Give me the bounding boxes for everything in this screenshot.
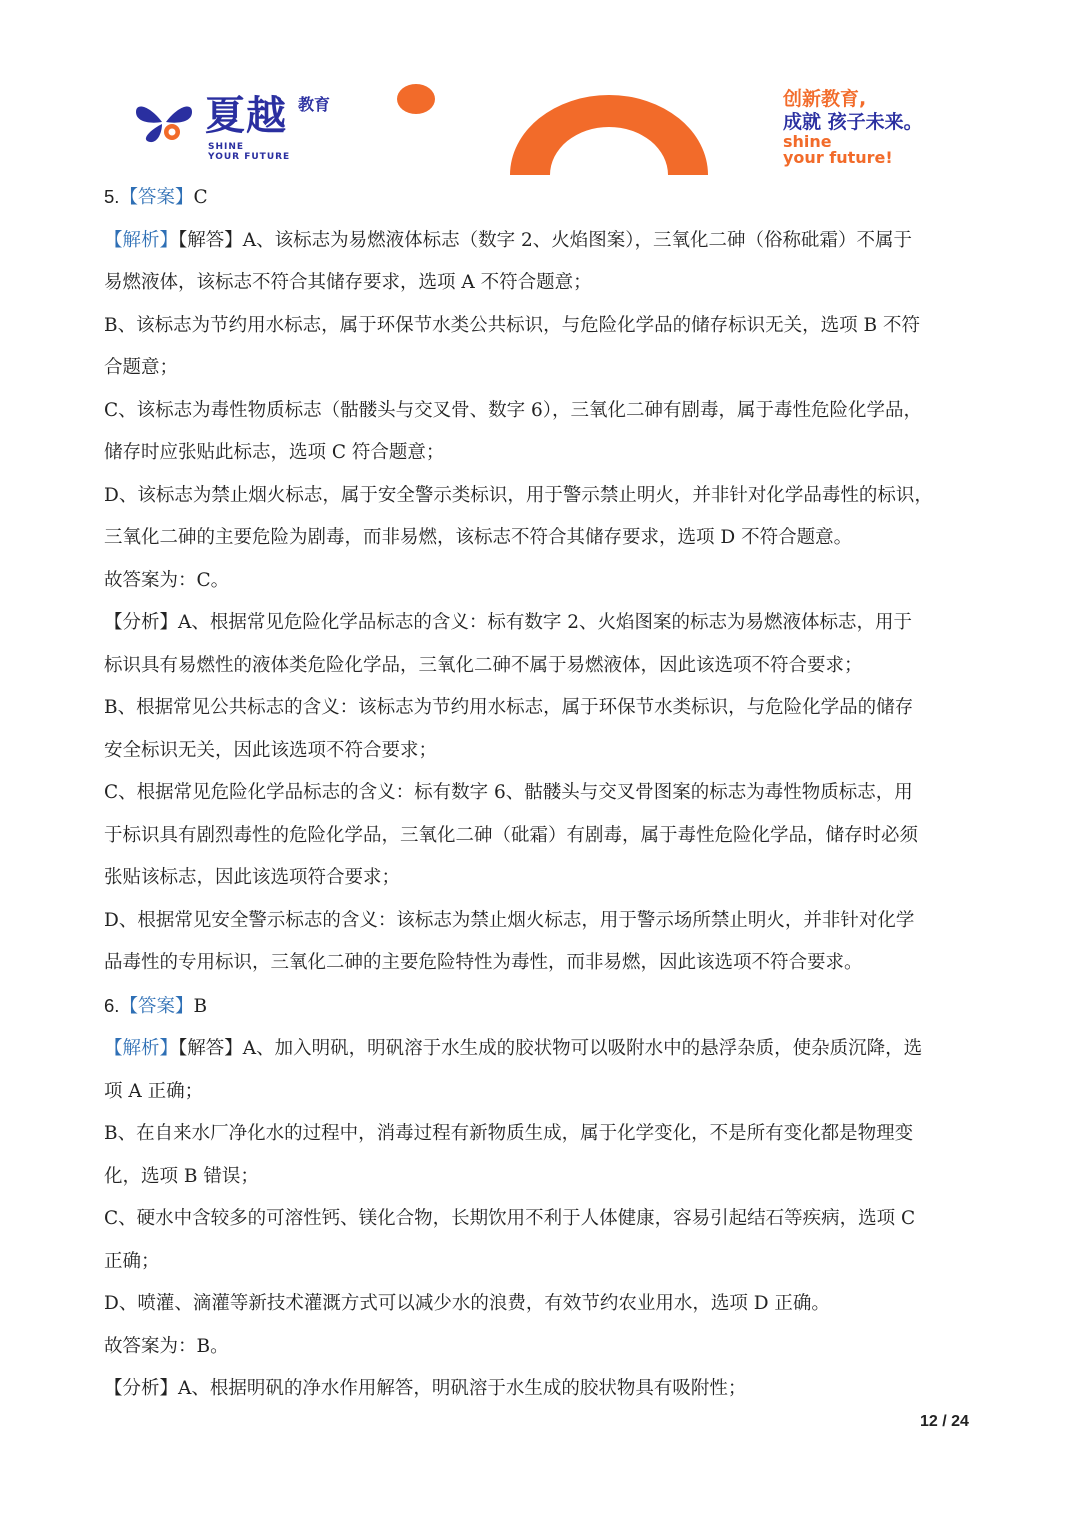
line-text: B、该标志为节约用水标志，属于环保节水类公共标识，与危险化学品的储存标识无关，选项 B 不符 [104, 314, 920, 336]
text-line [104, 942, 980, 985]
text-line [104, 815, 980, 858]
line-text: B、根据常见公共标志的含义：该标志为节约用水标志，属于环保节水类标识，与危险化学品的储存 [104, 697, 914, 718]
line-text: 化，选项 B 错误； [104, 1165, 259, 1187]
line-text: 【分析】A、根据常见危险化学品标志的含义：标有数字 2、火焰图案的标志为易燃液体标志，用于 [104, 612, 913, 633]
text-line [104, 432, 980, 475]
line-text: 安全标识无关，因此该选项不符合要求； [104, 739, 438, 761]
line-text: 项 A 正确； [104, 1080, 204, 1102]
brand-name: 夏越 [205, 93, 287, 139]
brand-tagline-2: YOUR FUTURE [208, 152, 291, 162]
question-number: 6. [104, 994, 120, 1016]
line-text: 正确； [104, 1250, 160, 1272]
line-text: 故答案为：B。 [104, 1335, 229, 1357]
line-text: C [193, 187, 208, 208]
text-line [104, 1241, 980, 1284]
line-text: D、该标志为禁止烟火标志，属于安全警示类标识，用于警示禁止明火，并非针对化学品毒性的标识， [104, 484, 933, 506]
brand-suffix: 教育 [298, 95, 331, 114]
line-text: 【解答】A、加入明矾，明矾溶于水生成的胶状物可以吸附水中的悬浮杂质，使杂质沉降，选 [178, 1038, 923, 1059]
line-text: 【分析】A、根据明矾的净水作用解答，明矾溶于水生成的胶状物具有吸附性； [104, 1378, 747, 1399]
line-text: 标识具有易燃性的液体类危险化学品，三氧化二砷不属于易燃液体，因此该选项不符合要求； [104, 654, 863, 676]
line-text: 故答案为：C。 [104, 569, 230, 591]
text-line [104, 305, 980, 348]
flower-logo-icon [132, 96, 196, 144]
line-text: 【解答】A、该标志为易燃液体标志（数字 2、火焰图案），三氧化二砷（俗称砒霜）不属于 [178, 229, 913, 251]
answer-label: 【答案】 [119, 995, 194, 1017]
line-text: 三氧化二砷的主要危险为剧毒，而非易燃，该标志不符合其储存要求，选项 D 不符合题意。 [104, 527, 853, 548]
text-line [104, 1283, 980, 1326]
text-line [104, 220, 980, 263]
slogan-line-3: shine [783, 132, 832, 151]
text-line [104, 900, 980, 943]
text-line [104, 560, 980, 603]
text-line [104, 1326, 980, 1369]
analysis-tag: 【解析】 [104, 229, 179, 251]
text-line [104, 1071, 980, 1114]
line-text: D、喷灌、滴灌等新技术灌溉方式可以减少水的浪费，有效节约农业用水，选项 D 正确。 [104, 1293, 830, 1314]
text-line [104, 262, 980, 305]
text-line [104, 602, 980, 645]
answer-content [104, 176, 980, 1411]
slogan-line-1: 创新教育, [783, 88, 867, 110]
line-text: 易燃液体，该标志不符合其储存要求，选项 A 不符合题意； [104, 272, 592, 293]
text-line [104, 857, 980, 900]
text-line [104, 1156, 980, 1199]
line-text: 品毒性的专用标识，三氧化二砷的主要危险特性为毒性，而非易燃，因此该选项不符合要求。 [104, 952, 863, 973]
line-text: C、硬水中含较多的可溶性钙、镁化合物，长期饮用不利于人体健康，容易引起结石等疾病，选项 C [104, 1208, 916, 1229]
text-line [104, 772, 980, 815]
line-text: 于标识具有剧烈毒性的危险化学品，三氧化二砷（砒霜）有剧毒，属于毒性危险化学品，储存时必须 [104, 824, 919, 846]
text-line [104, 1113, 980, 1156]
text-line [104, 645, 980, 688]
question-number: 5. [104, 186, 120, 207]
line-text: D、根据常见安全警示标志的含义：该标志为禁止烟火标志，用于警示场所禁止明火，并非针对化学 [104, 909, 915, 931]
line-text: 张贴该标志，因此该选项符合要求； [104, 867, 401, 888]
text-line [104, 1368, 980, 1411]
text-line [104, 176, 980, 220]
line-text: C、根据常见危险化学品标志的含义：标有数字 6、骷髅头与交叉骨图案的标志为毒性物质标志，用 [104, 782, 913, 803]
text-line [104, 390, 980, 433]
line-text: 合题意； [104, 357, 179, 378]
orange-arch-decoration [510, 95, 708, 175]
slogan-line-2: 成就 孩子未来。 [783, 111, 923, 133]
page-header [0, 0, 1080, 180]
line-text: B [193, 995, 208, 1017]
text-line [104, 475, 980, 518]
text-line [104, 687, 980, 730]
slogan-line-4: your future! [783, 148, 893, 167]
text-line [104, 347, 980, 390]
text-line [104, 730, 980, 773]
line-text: B、在自来水厂净化水的过程中，消毒过程有新物质生成，属于化学变化，不是所有变化都是物理变 [104, 1123, 914, 1144]
answer-label: 【答案】 [119, 187, 194, 208]
slogan [783, 88, 923, 166]
line-text: C、该标志为毒性物质标志（骷髅头与交叉骨、数字 6），三氧化二砷有剧毒，属于毒性危险化学品， [104, 399, 923, 421]
orange-dot-decoration [397, 84, 435, 114]
line-text: 储存时应张贴此标志，选项 C 符合题意； [104, 442, 445, 463]
text-line [104, 1028, 980, 1071]
text-line [104, 1198, 980, 1241]
text-line [104, 517, 980, 560]
page-number: 12 / 24 [920, 1413, 969, 1430]
brand-tagline-1: SHINE [208, 142, 245, 152]
text-line [104, 985, 980, 1029]
analysis-tag: 【解析】 [104, 1038, 179, 1059]
